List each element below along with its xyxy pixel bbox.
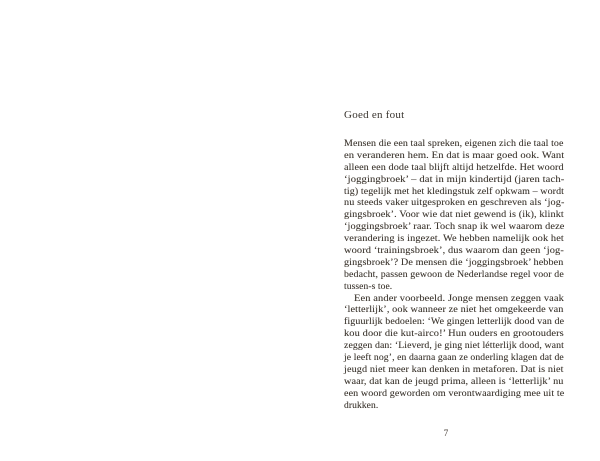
text-line: alleen een dode taal blijft altijd hetzelfde. Het woord [344,162,564,173]
text-line: kou door die kut-airco!’ Hun ouders en grootouders [344,329,564,340]
text-line: en veranderen hem. En dat is maar goed ook. Want [344,150,565,161]
chapter-heading: Goed en fout [344,109,405,121]
text-line: ‘joggingsbroek’ raar. Toch snap ik wel waarom deze [344,222,565,233]
text-line: gingsbroek’. Voor wie dat niet gewend is (ik), klinkt [344,210,564,221]
text-line: bedacht, passen gewoon de Nederlandse regel voor de [344,269,564,280]
text-line: woord ‘trainingsbroek’, dus waarom dan geen ‘jog- [344,246,564,257]
text-line: Mensen die een taal spreken, eigenen zich die taal toe [344,139,564,149]
page-number: 7 [443,428,449,438]
text-line: tig) tegelijk met het kledingstuk zelf opkwam – wordt [344,186,565,197]
text-line: nu steeds vaker uitgesproken en geschreven als ‘jog- [344,198,565,209]
text-line: drukken. [344,400,379,411]
text-line: jeugd niet meer kan denken in metaforen. Dat is niet [344,364,564,375]
text-line: waar, dat kan de jeugd prima, alleen is ‘letterlijk’ nu [344,376,564,387]
text-line: figuurlijk bedoelen: ‘We gingen letterlijk dood van de [344,317,565,328]
text-line: Een ander voorbeeld. Jonge mensen zeggen vaak [354,293,564,304]
text-line: ‘letterlijk’, ook wanneer ze niet het omgekeerde van [344,305,564,316]
text-line: je leeft nog’, en daarna gaan ze onderling klagen dat de [344,353,564,364]
text-line: zeggen dan: ‘Lieverd, je ging niet létterlijk dood, want [344,341,564,352]
text-line: ‘joggingbroek’ – dat in mijn kindertijd (jaren tach- [344,174,565,185]
text-line: gingsbroek’? De mensen die ‘joggingsbroek’ hebben [344,257,564,268]
text-line: een woord geworden om verontwaardiging mee uit te [344,388,565,399]
text-line: verandering is ingezet. We hebben namelijk ook het [344,234,564,245]
text-block [344,139,564,412]
text-line: tussen-s toe. [344,281,393,292]
